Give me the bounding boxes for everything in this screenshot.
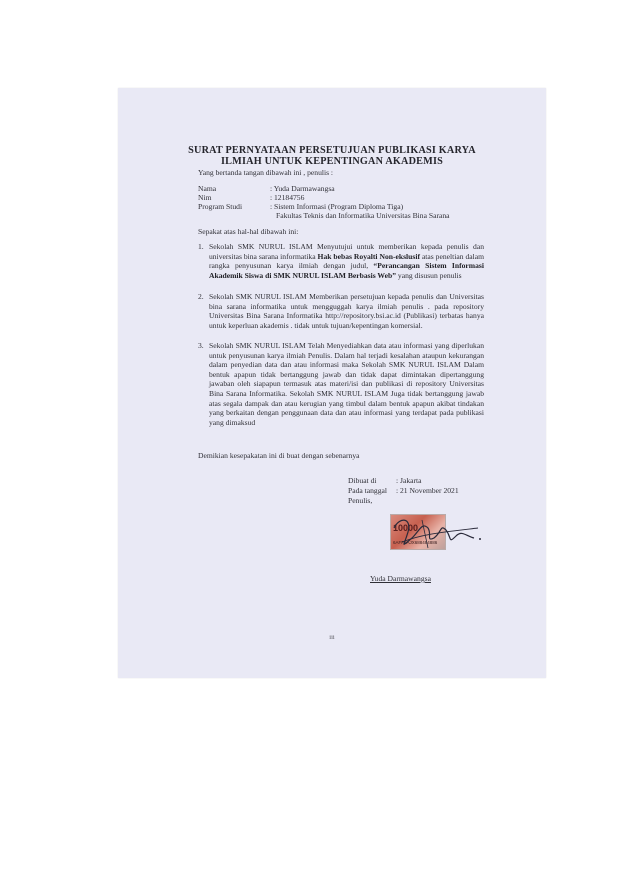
prodi-label: Program Studi — [198, 202, 243, 211]
item-2-number: 2. — [198, 292, 204, 301]
document-title-line-1: SURAT PERNYATAAN PERSETUJUAN PUBLIKASI KARYA — [188, 145, 476, 156]
item-1-text — [209, 242, 484, 280]
page-number: iii — [329, 634, 335, 641]
nim-label: Nim — [198, 193, 212, 202]
item-1-number: 1. — [198, 242, 204, 251]
document-title-line-2: ILMIAH UNTUK KEPENTINGAN AKADEMIS — [221, 156, 443, 167]
intro-text: Yang bertanda tangan dibawah ini , penulis : — [198, 168, 334, 177]
date-label: Pada tanggal — [348, 486, 388, 495]
nama-label: Nama — [198, 184, 217, 193]
signature-icon — [382, 508, 482, 558]
item-1-text-a: Sekolah SMK NURUL ISLAM Menyutujui untuk memberikan kepada penulis dan universitas bina sarana informatika — [209, 242, 484, 261]
item-3-number: 3. — [198, 341, 204, 350]
place-label: Dibuat di — [348, 476, 377, 485]
signer-name: Yuda Darmawangsa — [370, 574, 431, 583]
nama-value: : Yuda Darmawangsa — [270, 184, 335, 193]
nim-value: : 12184756 — [270, 193, 305, 202]
stamp-amount: 10000 — [393, 523, 419, 533]
prodi-value-line-2: Fakultas Teknis dan Informatika Universitas Bina Sarana — [276, 211, 450, 220]
item-3-text: Sekolah SMK NURUL ISLAM Telah Menyediahkan data atau informasi yang diperlukan untuk penyusunan karya ilmiah Penulis. Dalam hal terjadi kesalahan ataupun kekurangan dalam penyedian data dan atau informasi maka Sekolah SMK NURUL ISLAM Dalam bentuk apapun tidak bertanggung jawab dan tidak dapat dimintakan dipertanggung jawaban oleh siapapun termasuk atas materi/isi dan publikasi di repository Universitas Bina Sarana Informatika. Sekolah SMK NURUL ISLAM Juga tidak bertanggung jawab atas segala dampak dan atau kerugian yang timbul dalam bentuk apapun akibat tindakan yang berkaitan dengan penggunaan data dan atau informasi yang terdapat pada publikasi yang dimaksud — [209, 341, 484, 427]
closing-text: Demikian kesepakatan ini di buat dengan sebenarnya — [198, 451, 360, 460]
item-1-bold-a: Hak bebas Royalti Non-ekslusif — [317, 251, 420, 261]
scanned-document-page — [118, 88, 546, 678]
stamp-code: 6AFF5AJX688484886 — [393, 540, 438, 545]
author-label: Penulis, — [348, 496, 373, 505]
item-1-bold-b: “Perancangan Sistem Informasi Akademik Siswa di SMK NURUL ISLAM Berbasis Web” — [209, 261, 484, 280]
item-1-text-c: yang disusun penulis — [396, 270, 462, 280]
date-value: : 21 November 2021 — [396, 486, 459, 495]
item-2-text: Sekolah SMK NURUL ISLAM Memberikan persetujuan kepada penulis dan Universitas bina sarana informatika untuk mengguggah karya ilmiah penulis . pada repository Universitas Bina Sarana Informatika http://repository.bsi.ac.id (Publikasi) terbatas hanya untuk keperluan akademis . tidak untuk tujuan/kepentingan komersial. — [209, 292, 484, 330]
item-1-text-b: atas peneltian dalam rangka penyusunan karya ilmiah dengan judul, — [209, 251, 485, 271]
agreement-intro: Sepakat atas hal-hal dibawah ini: — [198, 227, 299, 236]
prodi-value: : Sistem Informasi (Program Diploma Tiga) — [270, 202, 404, 211]
place-value: : Jakarta — [396, 476, 422, 485]
